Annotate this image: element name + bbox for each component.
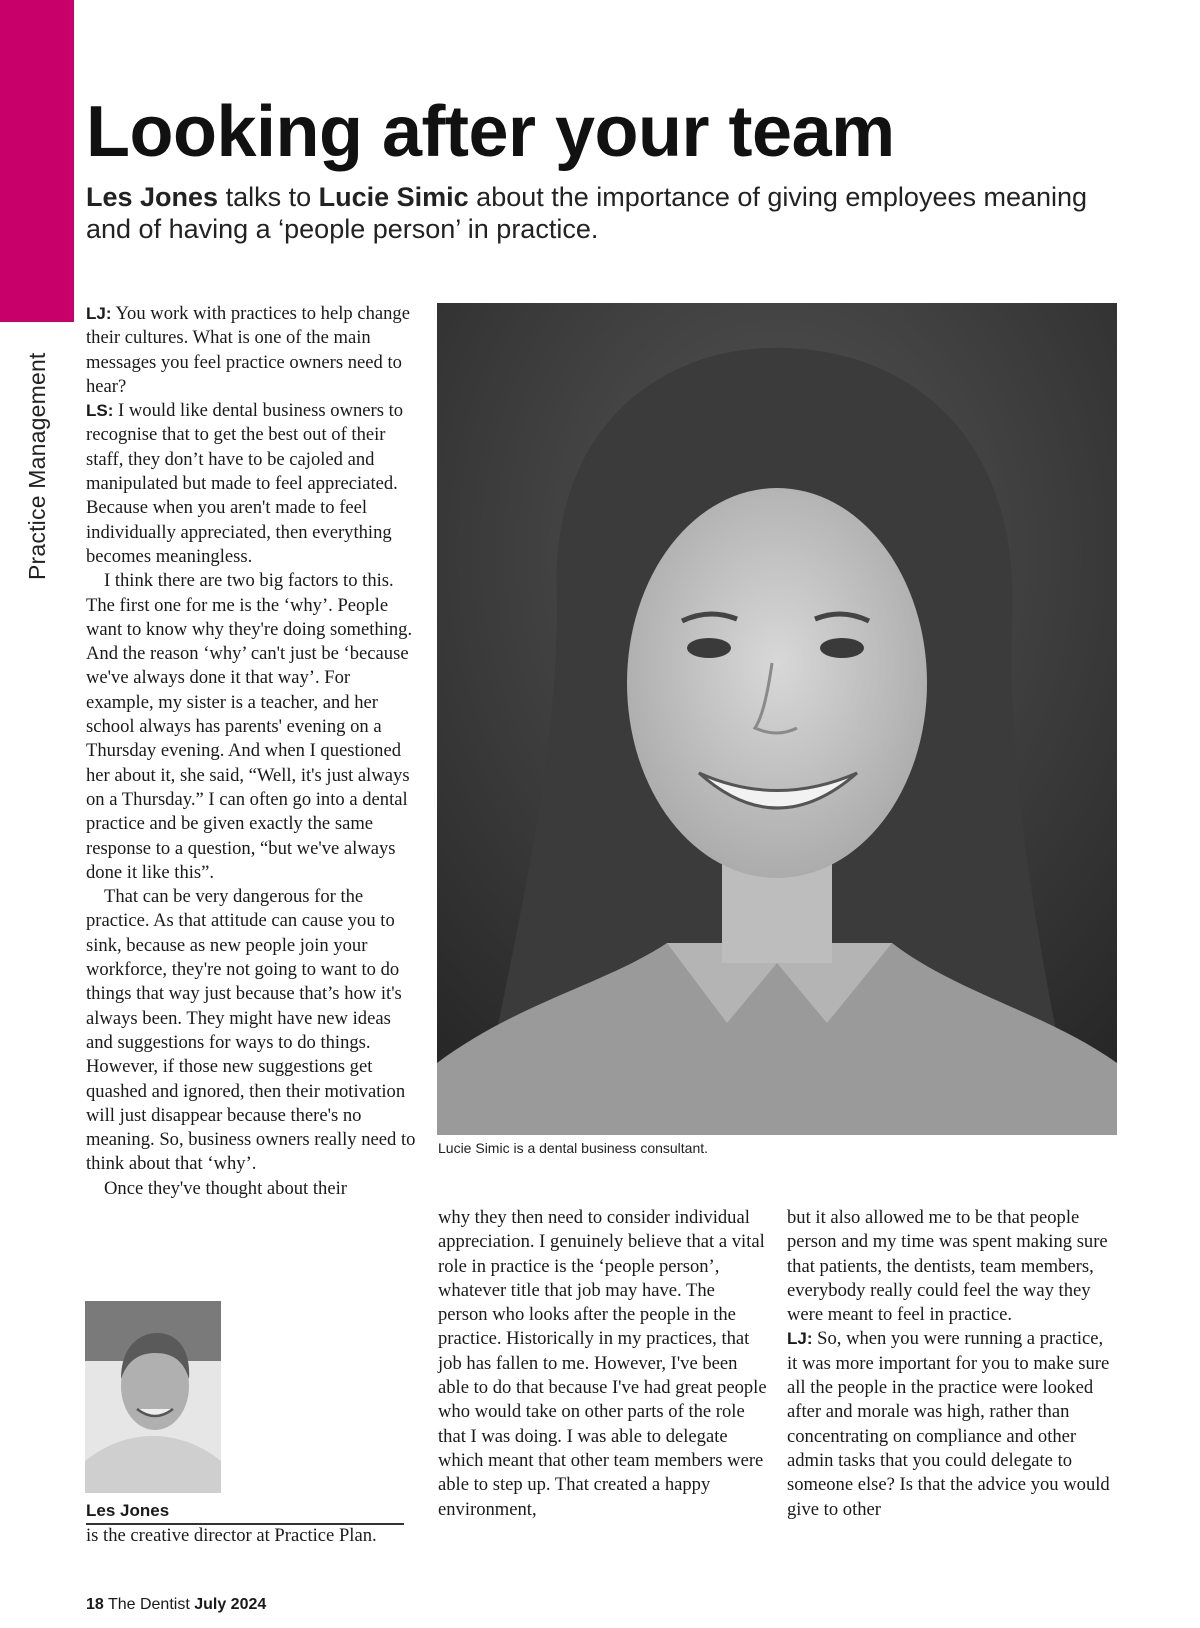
paragraph: Once they've thought about their: [104, 1177, 347, 1199]
article-title: Looking after your team: [86, 92, 895, 172]
paragraph-text: You work with practices to help change their cultures. What is one of the main messages you feel practice owners need to hear?: [86, 303, 410, 397]
body-column-1: [86, 302, 416, 1201]
paragraph: I think there are two big factors to this. The first one for me is the ‘why’. People want to know why they're doing something. And the reason ‘why’ can't just be ‘because we've always done it that way’. For example, my sister is a teacher, and her school always has parents' evening on a Thursday evening. And when I questioned her about it, she said, “Well, it's just always on a Thursday.” I can often go into a dental practice and be given exactly the same response to a question, “but we've always done it like this”.: [86, 570, 413, 883]
speaker-tag: LJ:: [787, 1329, 813, 1349]
paragraph: but it also allowed me to be that people person and my time was spent making sure that patients, the dentists, team members, everybody really could feel the way they were meant to feel in practice.: [787, 1207, 1108, 1326]
photo-caption: Lucie Simic is a dental business consultant.: [438, 1140, 709, 1156]
paragraph-text: So, when you were running a practice, it was more important for you to make sure all the people in the practice were looked after and morale was high, rather than concentrating on compliance and other admin tasks that you could delegate to someone else? Is that the advice you would give to other: [787, 1328, 1110, 1520]
standfirst-text-1: talks to: [218, 182, 319, 212]
headshot-les-jones: [85, 1301, 221, 1493]
speaker-tag: LJ:: [86, 304, 112, 323]
speaker-tag: LS:: [86, 401, 114, 421]
paragraph-text: I would like dental business owners to recognise that to get the best out of their staff, they don’t have to be cajoled and manipulated but made to feel appreciated. Because when you aren't made to feel individually appreciated, then everything becomes meaningless.: [86, 400, 404, 567]
paragraph: That can be very dangerous for the practice. As that attitude can cause you to sink, because as new people join your workforce, they're not going to want to do things that way just because that’s how it's always been. They might have new ideas and suggestions for ways to do things. However, if those new suggestions get quashed and ignored, then their motivation will just disappear because there's no meaning. So, business owners really need to think about that ‘why’.: [86, 886, 416, 1175]
portrait-photo-lucie-simic: [437, 303, 1117, 1135]
paragraph: [787, 1327, 1117, 1521]
interviewer-name: Les Jones: [86, 182, 219, 212]
interviewee-name: Lucie Simic: [318, 182, 469, 212]
page-number: 18: [86, 1596, 104, 1613]
paragraph: why they then need to consider individual appreciation. I genuinely believe that a vital role in practice is the ‘people person’, whatever title that job may have. The person who looks after the people in the practice. Historically in my practices, that job has fallen to me. However, I've been able to do that because I've had great people who would take on other parts of the role that I was doing. I was able to delegate which meant that other team members were able to step up. That created a happy environment,: [438, 1207, 767, 1520]
issue-date: July 2024: [194, 1596, 267, 1613]
page-footer: [86, 1596, 266, 1614]
section-color-bar: [0, 0, 74, 322]
paragraph: [86, 302, 416, 399]
body-column-2: [438, 1206, 768, 1522]
bio-name: Les Jones: [86, 1500, 404, 1525]
portrait-illustration: [437, 303, 1117, 1135]
standfirst-text-2: about the importance of giving employees meaning and of having a ‘people person’ in practice.: [86, 182, 1088, 244]
magazine-name: The Dentist: [103, 1596, 195, 1613]
body-column-3: [787, 1206, 1117, 1522]
paragraph: [86, 399, 416, 569]
bio-role: is the creative director at Practice Plan.: [86, 1525, 377, 1546]
section-label: Practice Management: [24, 352, 50, 580]
article-standfirst: [86, 181, 1096, 245]
headshot-illustration: [85, 1301, 221, 1493]
